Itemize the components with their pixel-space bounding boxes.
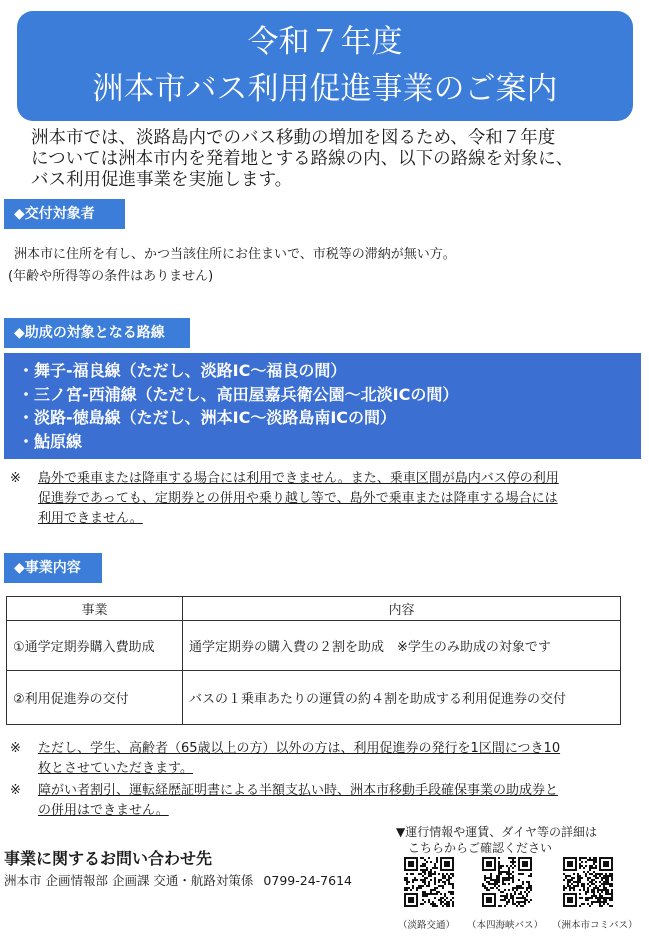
note-line: 利用できません。 [38, 511, 143, 526]
routes-heading: ◆助成の対象となる路線 [4, 318, 190, 348]
business-name: ①通学定期券購入費助成 [7, 621, 183, 671]
eligibility-heading: ◆交付対象者 [4, 199, 125, 229]
usage-note [10, 739, 630, 779]
column-header-content: 内容 [183, 597, 621, 621]
qr-label: （本四海峡バス） [467, 920, 544, 931]
contact-department: 洲本市 企画情報部 企画課 交通・航路対策係 [4, 873, 254, 888]
qr-info [396, 824, 597, 856]
table-row [7, 671, 621, 725]
route-item: ・三ノ宮-西浦線（ただし、高田屋嘉兵衛公園～北淡ICの間） [18, 384, 459, 404]
qr-code-icon[interactable] [404, 857, 454, 907]
contact-title: 事業に関するお問い合わせ先 [4, 849, 213, 868]
intro-text [31, 128, 631, 191]
note-line: 障がい者割引、運転経歴証明書による半額支払い時、洲本市移動手段確保事業の助成券と [38, 783, 559, 798]
routes-box [4, 353, 641, 459]
note-line: 促進券であっても、定期券との併用や乗り越し等で、島外で乗車または降車する場合には [38, 491, 558, 506]
route-item: ・舞子-福良線（ただし、淡路IC～福良の間） [18, 361, 347, 380]
note-line: 島外で乗車または降車する場合には利用できません。また、乗車区間が島内バス停の利用 [38, 471, 559, 486]
note-mark: ※ [10, 471, 21, 486]
intro-line: については洲本市内を発着地とする路線の内、以下の路線を対象に、 [31, 149, 574, 169]
intro-line: バス利用促進事業を実施します。 [31, 170, 293, 190]
qr-info-line: ▼運行情報や運賃、ダイヤ等の詳細は [396, 825, 597, 839]
table-header-row [7, 597, 621, 621]
business-heading: ◆事業内容 [4, 553, 102, 583]
qr-code-icon[interactable] [482, 857, 532, 907]
qr-label: （洲本市コミバス） [552, 920, 638, 931]
note-mark: ※ [10, 783, 21, 798]
eligibility-text [8, 244, 456, 288]
business-table [6, 596, 621, 725]
route-item: ・鮎原線 [18, 431, 83, 451]
route-item: ・淡路-徳島線（ただし、洲本IC～淡路島南ICの間） [18, 408, 397, 427]
business-name: ②利用促進券の交付 [7, 671, 183, 725]
eligibility-condition: (年齢や所得等の条件はありません) [8, 269, 214, 284]
eligibility-line: 洲本市に住所を有し、かつ当該住所にお住まいで、市税等の滞納が無い方。 [14, 247, 456, 262]
title-main: 洲本市バス利用促進事業のご案内 [92, 71, 558, 107]
intro-line: 洲本市では、淡路島内でのバス移動の増加を図るため、令和７年度 [31, 128, 556, 148]
contact-phone: 0799-24-7614 [263, 873, 352, 888]
note-line: 枚とさせていただきます。 [38, 761, 193, 776]
qr-code-icon[interactable] [563, 857, 613, 907]
title-year: 令和７年度 [247, 24, 403, 60]
note-mark: ※ [10, 741, 21, 756]
routes-note [10, 469, 630, 529]
column-header-business: 事業 [7, 597, 183, 621]
business-content: バスの１乗車あたりの運賃の約４割を助成する利用促進券の交付 [183, 671, 621, 725]
note-line: ただし、学生、高齢者（65歳以上の方）以外の方は、利用促進券の発行を1区間につき10 [38, 741, 561, 756]
title-banner [17, 11, 633, 121]
qr-info-line: こちらからご確認ください [396, 841, 553, 855]
note-line: の併用はできません。 [38, 803, 169, 818]
business-content: 通学定期券の購入費の２割を助成 ※学生のみ助成の対象です [183, 621, 621, 671]
table-row [7, 621, 621, 671]
qr-label: （淡路交通） [398, 920, 456, 931]
contact-details [4, 871, 352, 889]
combination-note [10, 781, 630, 821]
